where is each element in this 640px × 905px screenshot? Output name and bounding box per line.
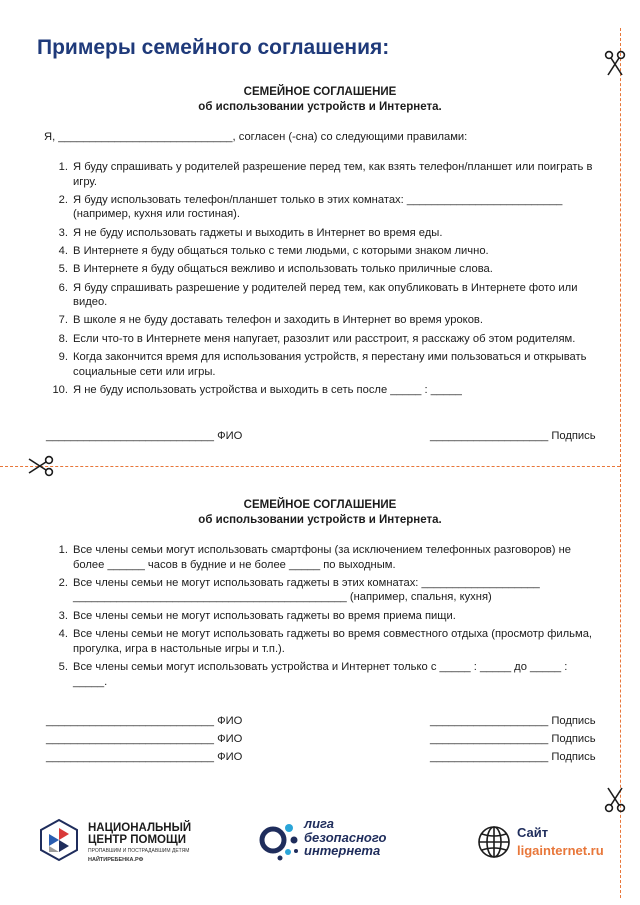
globe-icon xyxy=(477,825,511,859)
agreement-title: СЕМЕЙНОЕ СОГЛАШЕНИЕ xyxy=(243,499,397,511)
podpis-signature-line: ___________________ Подпись xyxy=(430,430,596,442)
scissors-icon xyxy=(600,48,630,78)
agreement-title: СЕМЕЙНОЕ СОГЛАШЕНИЕ xyxy=(243,86,397,98)
podpis-signature-line: ___________________ Подпись xyxy=(430,715,596,727)
page-title: Примеры семейного соглашения: xyxy=(37,36,390,59)
fio-signature-line: ___________________________ ФИО xyxy=(46,430,243,442)
list-item: 10. Я не буду использовать устройства и выходить в сеть после _____ : _____ xyxy=(52,383,462,396)
agreement-subtitle: об использовании устройств и Интернета. xyxy=(198,514,442,526)
list-item: 4. В Интернете я буду общаться только с теми людьми, с которыми знаком лично. xyxy=(58,245,489,258)
list-item: 1. Я буду спрашивать у родителей разрешение перед тем, как взять телефон/планшет или поиграть в игру. xyxy=(58,161,593,188)
liga-logo-text: лига безопасного интернета xyxy=(304,816,387,858)
list-item: 9. Когда закончится время для использования устройств, я перестану ими пользоваться и открывать социальные сети или игры. xyxy=(58,351,587,378)
fio-signature-line: ___________________________ ФИО xyxy=(46,733,243,745)
list-item: 6. Я буду спрашивать разрешение у родителей перед тем, как опубликовать в Интернете фото или видео. xyxy=(58,281,578,309)
agreement-subtitle: об использовании устройств и Интернета. xyxy=(198,101,442,113)
list-item: 1. Все члены семьи могут использовать смартфоны (за исключением телефонных разговоров) не более ______ часов в будние и не более _____ по выходным. xyxy=(58,544,571,571)
ncp-logo-url: НАЙТИРЕБЕНКА.РФ xyxy=(88,857,144,863)
ncp-logo-subtitle: ПРОПАВШИМ И ПОСТРАДАВШИМ ДЕТЯМ xyxy=(88,848,190,854)
podpis-signature-line: ___________________ Подпись xyxy=(430,733,596,745)
scissors-icon xyxy=(26,451,56,481)
list-item: 3. Я не буду использовать гаджеты и выходить в Интернет во время еды. xyxy=(58,226,443,239)
site-link[interactable]: ligainternet.ru xyxy=(517,843,604,858)
agreement-2-header xyxy=(0,498,640,528)
liga-logo-icon xyxy=(258,818,302,862)
list-item: 2. Все члены семьи не могут использовать гаджеты в этих комнатах: ___________________ ____________________________________________ (например, спальня, кухня) xyxy=(58,576,540,604)
agreement-1-header xyxy=(0,85,640,115)
list-item: 7. В школе я не буду доставать телефон и заходить в Интернет во время уроков. xyxy=(58,314,483,327)
podpis-signature-line: ___________________ Подпись xyxy=(430,751,596,763)
ncp-logo-text: НАЦИОНАЛЬНЫЙ ЦЕНТР ПОМОЩИ xyxy=(88,822,192,846)
ncp-logo-icon xyxy=(37,818,81,862)
list-item: 4. Все члены семьи не могут использовать гаджеты во время совместного отдыха (просмотр фильма, прогулка, игра в настольные игры и т.п.). xyxy=(58,628,593,655)
site-label: Сайт xyxy=(517,825,549,840)
list-item: 8. Если что-то в Интернете меня напугает, разозлит или расстроит, я расскажу об этом родителям. xyxy=(58,332,576,345)
cut-line-vertical xyxy=(620,28,621,898)
agreement-2-rules xyxy=(50,543,600,693)
scissors-icon xyxy=(600,785,630,815)
agreement-1-rules xyxy=(50,160,600,401)
list-item: 3. Все члены семьи не могут использовать гаджеты во время приема пищи. xyxy=(58,609,456,622)
list-item: 5. Все члены семьи могут использовать устройства и Интернет только с _____ : _____ до _____ : _____. xyxy=(58,660,568,688)
cut-line-horizontal xyxy=(0,466,620,467)
fio-signature-line: ___________________________ ФИО xyxy=(46,715,243,727)
fio-signature-line: ___________________________ ФИО xyxy=(46,751,243,763)
agreement-intro: Я, ____________________________, согласен (-сна) со следующими правилами: xyxy=(44,131,468,143)
list-item: 2. Я буду использовать телефон/планшет только в этих комнатах: _________________________ (например, кухня или гостиная). xyxy=(58,193,563,221)
list-item: 5. В Интернете я буду общаться вежливо и использовать только приличные слова. xyxy=(58,263,493,276)
